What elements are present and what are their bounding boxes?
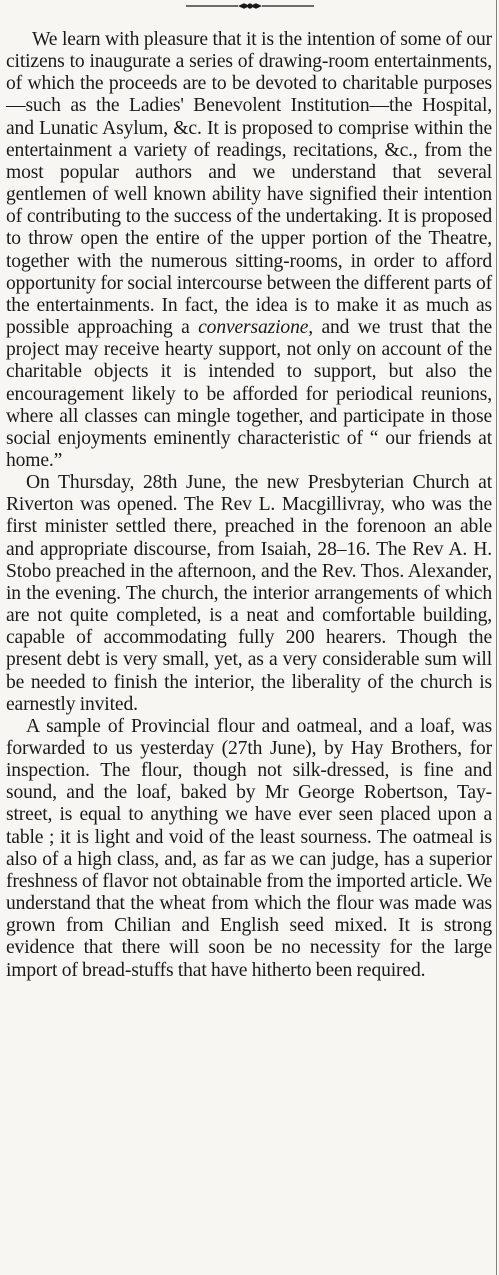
paragraph-flour-sample: A sample of Provincial flour and oatmeal, and a loaf, was forwarded to us yesterday (27th June), by Hay Brothers, for inspection. The flour, though not silk-dressed, is fine and sound, and the loaf, baked by Mr George Robertson, Tay-street, is equal to anything we have ever seen placed upon a table ; it is light and void of the least sourness. The oatmeal is also of a high class, and, as far as we can judge, has a superior freshness of flavor not obtainable from the imported article. We understand that the wheat from which the flour was made was grown from Chilian and English seed mixed. It is strong evidence that there will soon be no necessity for the large import of bread-stuffs that have hitherto been required. (6, 715, 492, 981)
paragraph-entertainments-text: We learn with pleasure that it is the intention of some of our citizens to inaugurate a series of drawing-room entertainments, of which the proceeds are to be devoted to charitable purposes—such as the Ladies' Benevolent Institution—the Hospital, and Lunatic Asylum, &c. It is proposed to comprise within the entertainment a variety of readings, recitations, &c., from the most popular authors and we understand that several gentlemen of well known ability have signified their intention of contributing to the success of the undertaking. It is proposed to throw open the entire of the upper portion of the Theatre, together with the numerous sitting-rooms, in order to afford opportunity for social intercourse between the different parts of the entertainments. In fact, the idea is to make it as much as possible approaching a (6, 29, 492, 339)
section-divider-ornament (186, 0, 314, 12)
paragraph-entertainments-text-end: and we trust that the project may receive hearty support, not only on account of the charitable objects it is intended to support, but also the encouragement likely to be afforded for periodical reunions, where all classes can mingle together, and participate in those social enjoyments eminently characteristic of “ our friends at home.” (6, 317, 492, 471)
paragraph-entertainments (6, 29, 492, 472)
column-rule (496, 0, 497, 1275)
italic-term-conversazione: conversazione, (198, 317, 314, 339)
paragraph-church-opening: On Thursday, 28th June, the new Presbyterian Church at Riverton was opened. The Rev L. Macgillivray, who was the first minister settled there, preached in the forenoon an able and appropriate discourse, from Isaiah, 28–16. The Rev A. H. Stobo preached in the afternoon, and the Rev. Thos. Alexander, in the evening. The church, the interior arrangements of which are not quite completed, is a neat and comfortable building, capable of accommodating fully 200 hearers. Though the present debt is very small, yet, as a very considerable sum will be needed to finish the interior, the liberality of the church is earnestly invited. (6, 472, 492, 715)
article-column (6, 29, 492, 982)
